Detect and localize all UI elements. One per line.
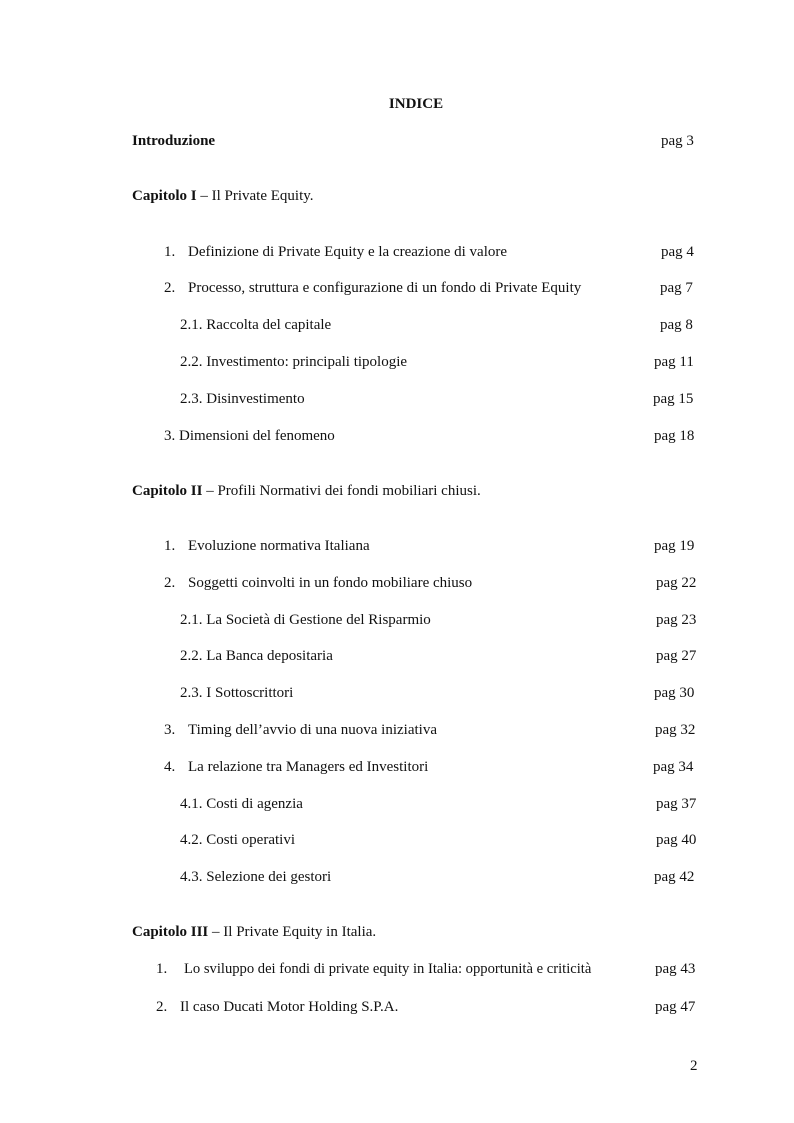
chapter-1-heading bbox=[132, 187, 314, 205]
toc-entry-num: 1. bbox=[164, 538, 176, 554]
toc-entry-text: Soggetti coinvolti in un fondo mobiliare chiuso bbox=[188, 575, 473, 591]
chapter-2-heading bbox=[132, 482, 481, 500]
toc-entry-text: Lo sviluppo dei fondi di private equity in Italia: opportunità e criticità bbox=[184, 961, 592, 977]
toc-entry-text: 2.2. Investimento: principali tipologie bbox=[180, 354, 408, 370]
page-number: 2 bbox=[690, 1058, 698, 1074]
toc-entry-num: 4. bbox=[164, 759, 176, 775]
chapter-1-heading-bold: Capitolo I bbox=[132, 188, 197, 204]
toc-entry-page: pag 32 bbox=[655, 722, 696, 738]
toc-entry-num: 2. bbox=[156, 999, 168, 1015]
toc-entry-page: pag 23 bbox=[656, 612, 697, 628]
toc-entry-text: 4.1. Costi di agenzia bbox=[180, 796, 303, 812]
toc-entry-page: pag 19 bbox=[654, 538, 695, 554]
toc-entry-text: Timing dell’avvio di una nuova iniziativa bbox=[188, 722, 437, 738]
toc-entry-text: 4.3. Selezione dei gestori bbox=[180, 869, 332, 885]
toc-entry-num: 3. bbox=[164, 722, 176, 738]
toc-entry-page: pag 27 bbox=[656, 648, 697, 664]
toc-entry-text: Processo, struttura e configurazione di un fondo di Private Equity bbox=[188, 280, 582, 296]
chapter-1-heading-rest: – Il Private Equity. bbox=[196, 188, 314, 204]
chapter-2-heading-bold: Capitolo II bbox=[132, 483, 203, 499]
toc-entry-text: 4.2. Costi operativi bbox=[180, 832, 295, 848]
toc-entry-num: 1. bbox=[156, 961, 168, 977]
toc-entry-page: pag 47 bbox=[655, 999, 696, 1015]
toc-entry-text: Definizione di Private Equity e la creazione di valore bbox=[188, 244, 508, 260]
toc-entry-text: Il caso Ducati Motor Holding S.P.A. bbox=[180, 999, 399, 1015]
chapter-3-heading-rest: – Il Private Equity in Italia. bbox=[208, 924, 377, 940]
toc-entry-text: 2.2. La Banca depositaria bbox=[180, 648, 333, 664]
toc-entry-page: pag 34 bbox=[653, 759, 694, 775]
toc-entry-text: 2.1. Raccolta del capitale bbox=[180, 317, 332, 333]
toc-entry-page: pag 40 bbox=[656, 832, 697, 848]
toc-entry-text: 2.1. La Società di Gestione del Risparmio bbox=[180, 612, 431, 628]
toc-entry-page: pag 30 bbox=[654, 685, 695, 701]
toc-entry-text: La relazione tra Managers ed Investitori bbox=[188, 759, 429, 775]
chapter-3-heading-bold: Capitolo III bbox=[132, 924, 209, 940]
toc-entry-text: Evoluzione normativa Italiana bbox=[188, 538, 370, 554]
toc-entry-num: 1. bbox=[164, 244, 176, 260]
toc-entry-text: 2.3. I Sottoscrittori bbox=[180, 685, 294, 701]
toc-entry-page: pag 8 bbox=[660, 317, 693, 333]
chapter-3-heading bbox=[132, 923, 376, 941]
toc-entry-page: pag 7 bbox=[660, 280, 693, 296]
chapter-2-heading-rest: – Profili Normativi dei fondi mobiliari chiusi. bbox=[202, 483, 481, 499]
toc-entry-page: pag 37 bbox=[656, 796, 697, 812]
toc-entry-page: pag 11 bbox=[654, 354, 694, 370]
toc-entry-num: 2. bbox=[164, 280, 176, 296]
toc-intro-page: pag 3 bbox=[661, 133, 694, 149]
toc-entry-num: 2. bbox=[164, 575, 176, 591]
toc-intro-label: Introduzione bbox=[132, 133, 216, 149]
toc-entry-text: 3. Dimensioni del fenomeno bbox=[164, 428, 335, 444]
toc-entry-page: pag 18 bbox=[654, 428, 695, 444]
toc-entry-text: 2.3. Disinvestimento bbox=[180, 391, 305, 407]
toc-entry-page: pag 15 bbox=[653, 391, 694, 407]
toc-entry-page: pag 4 bbox=[661, 244, 694, 260]
toc-entry-page: pag 42 bbox=[654, 869, 695, 885]
toc-entry-page: pag 43 bbox=[655, 961, 696, 977]
toc-entry-page: pag 22 bbox=[656, 575, 697, 591]
page-title: INDICE bbox=[388, 96, 444, 112]
